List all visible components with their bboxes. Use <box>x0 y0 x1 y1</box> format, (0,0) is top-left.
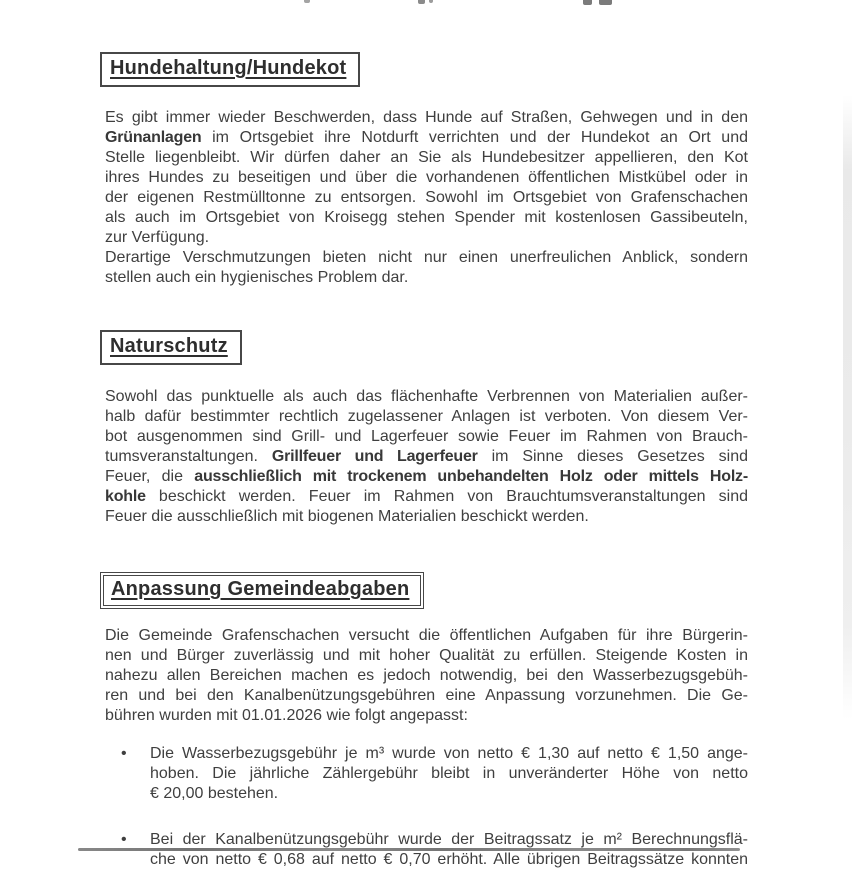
section-heading-box <box>100 572 424 609</box>
bold-text-run: kohle <box>105 488 146 505</box>
document-section <box>105 52 748 288</box>
text-line <box>105 188 748 208</box>
text-run: als auch im Ortsgebiet von Kroisegg stehen Spender mit kostenlosen Gassibeuteln, <box>105 209 748 226</box>
text-run: Feuer die ausschließlich mit biogenen Materialien beschickt werden. <box>105 508 589 525</box>
section-heading-box <box>100 330 242 365</box>
text-run: bühren wurden mit 01.01.2026 wie folgt angepasst: <box>105 707 468 724</box>
text-line <box>105 487 748 507</box>
section-heading-box-inner <box>103 575 421 606</box>
text-run: che von netto € 0,68 auf netto € 0,70 erhöht. Alle übrigen Beitragssätze konnten <box>150 851 748 868</box>
text-run: tumsveranstaltungen. <box>105 448 272 465</box>
document-section <box>105 572 748 870</box>
paragraph <box>105 387 748 527</box>
bold-text-run: ausschließlich mit trockenem unbehandelten Holz oder mittels Holz- <box>194 468 748 485</box>
bullet-item <box>105 744 748 804</box>
section-heading-box-inner <box>102 54 358 85</box>
paragraph <box>105 626 748 726</box>
section-heading: Anpassung Gemeindeabgaben <box>111 578 410 600</box>
text-run: im Ortsgebiet ihre Notdurft verrichten und der Hundekot an Ort und <box>201 129 748 146</box>
text-line <box>150 784 748 804</box>
text-line <box>105 706 748 726</box>
text-run: nahezu allen Bereichen machen es jedoch notwendig, bei den Wasserbezugsgebüh- <box>105 667 748 684</box>
text-run: beschickt werden. Feuer im Rahmen von Brauchtumsveranstaltungen sind <box>145 488 748 505</box>
text-line <box>105 168 748 188</box>
text-line <box>105 228 748 248</box>
section-blocks <box>105 626 748 870</box>
text-run: Es gibt immer wieder Beschwerden, dass Hunde auf Straßen, Gehwegen und in den <box>105 109 748 126</box>
text-line <box>150 850 748 870</box>
section-blocks <box>105 387 748 527</box>
section-heading-box <box>100 52 360 87</box>
text-line <box>105 646 748 666</box>
scan-edge-shadow <box>843 95 852 720</box>
text-line <box>105 148 748 168</box>
text-run: Feuer, die <box>105 468 195 485</box>
cropped-text-remnant-bottom <box>78 848 740 851</box>
bullet-dot-icon: • <box>121 831 127 848</box>
text-line <box>105 407 748 427</box>
text-line <box>105 248 748 268</box>
text-run: bot ausgenommen sind Grill- und Lagerfeuer sowie Feuer im Rahmen von Brauch- <box>105 428 748 445</box>
section-heading: Naturschutz <box>110 335 228 357</box>
text-run: stellen auch ein hygienisches Problem dar. <box>105 269 409 286</box>
text-line <box>105 128 748 148</box>
text-run: ihres Hundes zu beseitigen und über die vorhandenen öffentlichen Mistkübel oder in <box>105 169 748 186</box>
document-section <box>105 330 748 527</box>
text-line <box>105 427 748 447</box>
text-run: Die Gemeinde Grafenschachen versucht die öffentlichen Aufgaben für ihre Bürgerin- <box>105 627 748 644</box>
text-run: € 20,00 bestehen. <box>150 785 279 802</box>
text-line <box>150 830 748 850</box>
text-run: zur Verfügung. <box>105 229 210 246</box>
bold-text-run: Grünanlagen <box>105 129 202 146</box>
text-line <box>105 387 748 407</box>
text-run: im Sinne dieses Gesetzes sind <box>477 448 749 465</box>
section-blocks <box>105 108 748 288</box>
section-heading: Hundehaltung/Hundekot <box>110 57 347 79</box>
text-run: nen und Bürger zuverlässig und mit hoher Qualität zu erfüllen. Steigende Kosten in <box>105 647 748 664</box>
text-run: ren und bei den Kanalbenützungsgebühren eine Anpassung vorzunehmen. Die Ge- <box>105 687 748 704</box>
text-run: Stelle liegenbleibt. Wir dürfen daher an Sie als Hundebesitzer appellieren, den Kot <box>105 149 748 166</box>
text-line <box>105 447 748 467</box>
text-line <box>150 744 748 764</box>
text-run: Die Wasserbezugsgebühr je m³ wurde von netto € 1,30 auf netto € 1,50 ange- <box>150 745 748 762</box>
text-line <box>105 626 748 646</box>
text-line <box>105 108 748 128</box>
text-line <box>105 507 748 527</box>
text-run: halb dafür bestimmter rechtlich zugelassener Anlagen ist verboten. Von diesem Ver- <box>105 408 748 425</box>
document-content <box>105 0 748 870</box>
text-line <box>105 208 748 228</box>
text-run: Sowohl das punktuelle als auch das flächenhafte Verbrennen von Materialien außer- <box>105 388 748 405</box>
paragraph <box>105 108 748 288</box>
text-run: hoben. Die jährliche Zählergebühr bleibt in unveränderter Höhe von netto <box>150 765 748 782</box>
text-line <box>105 666 748 686</box>
bold-text-run: Grillfeuer und Lagerfeuer <box>271 448 478 465</box>
text-line <box>105 268 748 288</box>
text-run: Bei der Kanalbenützungsgebühr wurde der Beitragssatz je m² Berechnungsflä- <box>150 831 748 848</box>
bullet-text <box>150 744 748 804</box>
bullet-dot-icon: • <box>121 745 127 762</box>
text-run: der eigenen Restmülltonne zu entsorgen. Sowohl im Ortsgebiet von Grafenschachen <box>105 189 748 206</box>
text-line <box>105 467 748 487</box>
text-run: Derartige Verschmutzungen bieten nicht nur einen unerfreulichen Anblick, sondern <box>105 249 748 266</box>
section-heading-box-inner <box>102 332 240 363</box>
text-line <box>105 686 748 706</box>
text-line <box>150 764 748 784</box>
